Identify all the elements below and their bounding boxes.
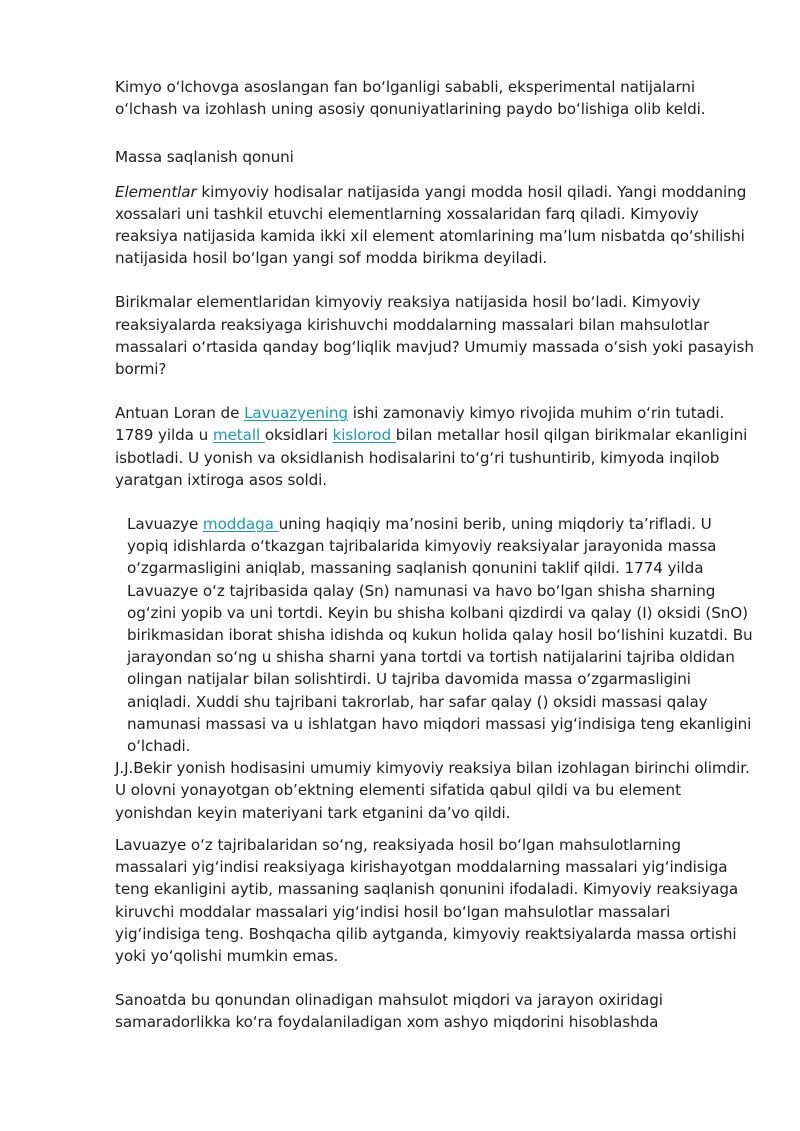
term-elementlar: Elementlar	[115, 182, 197, 201]
paragraph-bekir: J.J.Bekir yonish hodisasini umumiy kimyoviy reaksiya bilan izohlagan birinchi olimdir. U olovni yonayotgan ob’ektning elementi sifatida qabul qildi va bu element yonishdan keyin materiyani tark etganini da’vo qildi.	[115, 759, 750, 822]
paragraph-compounds: Birikmalar elementlaridan kimyoviy reaksiya natijasida hosil bo‘ladi. Kimyoviy reaksiyalarda reaksiyaga kirishuvchi moddalarning massalari bilan mahsulotlar massalari o‘rtasida qanday bog‘liqlik mavjud? Umumiy massada o‘sish yoki pasayish bormi?	[115, 293, 754, 379]
text-segment: Antuan Loran de	[115, 404, 245, 423]
text-segment: Lavuazye	[127, 515, 203, 534]
paragraph-lavoisier	[115, 402, 755, 491]
text-segment: oksidlari	[264, 426, 333, 445]
text-segment: ishi zamonaviy kimyo rivojida muhim o‘rin tutadi. 1789 yilda u	[115, 404, 725, 445]
link-lavuazyening[interactable]: Lavuazyening	[244, 404, 348, 423]
link-kislorod[interactable]: kislorod	[332, 426, 396, 445]
link-metall[interactable]: metall	[212, 426, 265, 445]
text-segment: uning haqiqiy ma’nosini berib, uning miqdoriy ta’rifladi. U yopiq idishlarda o‘tkazgan tajribalarida kimyoviy reaksiyalar jarayonida massa o‘zgarmasligini aniqlab, massaning saqlanish qonunini taklif qildi. 1774 yilda Lavuazye o‘z tajribasida qalay (Sn) namunasi va havo bo‘lgan shisha sharning og‘zini yopib va uni tortdi. Keyin bu shisha kolbani qizdirdi va qalay (I) oksidi (SnO) birikmasidan iborat shisha idishda oq kukun holida qalay hosil bo‘lishini kuzatdi. Bu jarayondan so‘ng u shisha sharni yana tortdi va tortish natijalarini tajriba oldidan olingan natijalar bilan solishtirdi. U tajriba davomida massa o‘zgarmasligini aniqladi. Xuddi shu tajribani takrorlab, har safar qalay () oksidi massasi qalay namunasi massasi va u ishlatgan havo miqdori massasi yig‘indisiga teng ekanligini o‘lchadi.	[127, 515, 753, 756]
section-title: Massa saqlanish qonuni	[115, 148, 294, 167]
paragraph-experiment	[115, 513, 755, 757]
paragraph-elements-text: kimyoviy hodisalar natijasida yangi modda hosil qiladi. Yangi moddaning xossalari uni tashkil etuvchi elementlarning xossalaridan farq qiladi. Kimyoviy reaksiya natijasida kamida ikki xil element atomlarining ma’lum nisbatda qo‘shilishi natijasida hosil bo‘lgan yangi sof modda birikma deyiladi.	[115, 182, 747, 268]
paragraph-law-statement: Lavuazye o‘z tajribalaridan so‘ng, reaksiyada hosil bo‘lgan mahsulotlarning massalari yig‘indisi reaksiyaga kirishayotgan moddalarning massalari yig‘indisiga teng ekanligini aytib, massaning saqlanish qonunini ifodaladi. Kimyoviy reaksiyaga kiruvchi moddalar massalari yig‘indisi hosil bo‘lgan mahsulotlar massalari yig‘indisiga teng. Boshqacha qilib aytganda, kimyoviy reaktsiyalarda massa ortishi yoki yo‘qolishi mumkin emas.	[115, 835, 739, 965]
text-segment: bilan metallar hosil qilgan birikmalar ekanligini isbotladi. U yonish va oksidlanish hodisalarini to‘g‘ri tushuntirib, kimyoda inqilob yaratgan ixtiroga asos soldi.	[115, 426, 748, 489]
paragraph-elements	[115, 181, 755, 270]
intro-paragraph: Kimyo o‘lchovga asoslangan fan bo‘lganligi sababli, eksperimental natijalarni o‘lchash va izohlash uning asosiy qonuniyatlarining paydo bo‘lishiga olib keldi.	[115, 78, 706, 119]
paragraph-industry: Sanoatda bu qonundan olinadigan mahsulot miqdori va jarayon oxiridagi samaradorlikka ko‘ra foydalaniladigan xom ashyo miqdorini hisoblashda	[115, 991, 663, 1032]
link-moddaga[interactable]: moddaga	[202, 515, 279, 534]
document-page	[115, 76, 755, 1034]
